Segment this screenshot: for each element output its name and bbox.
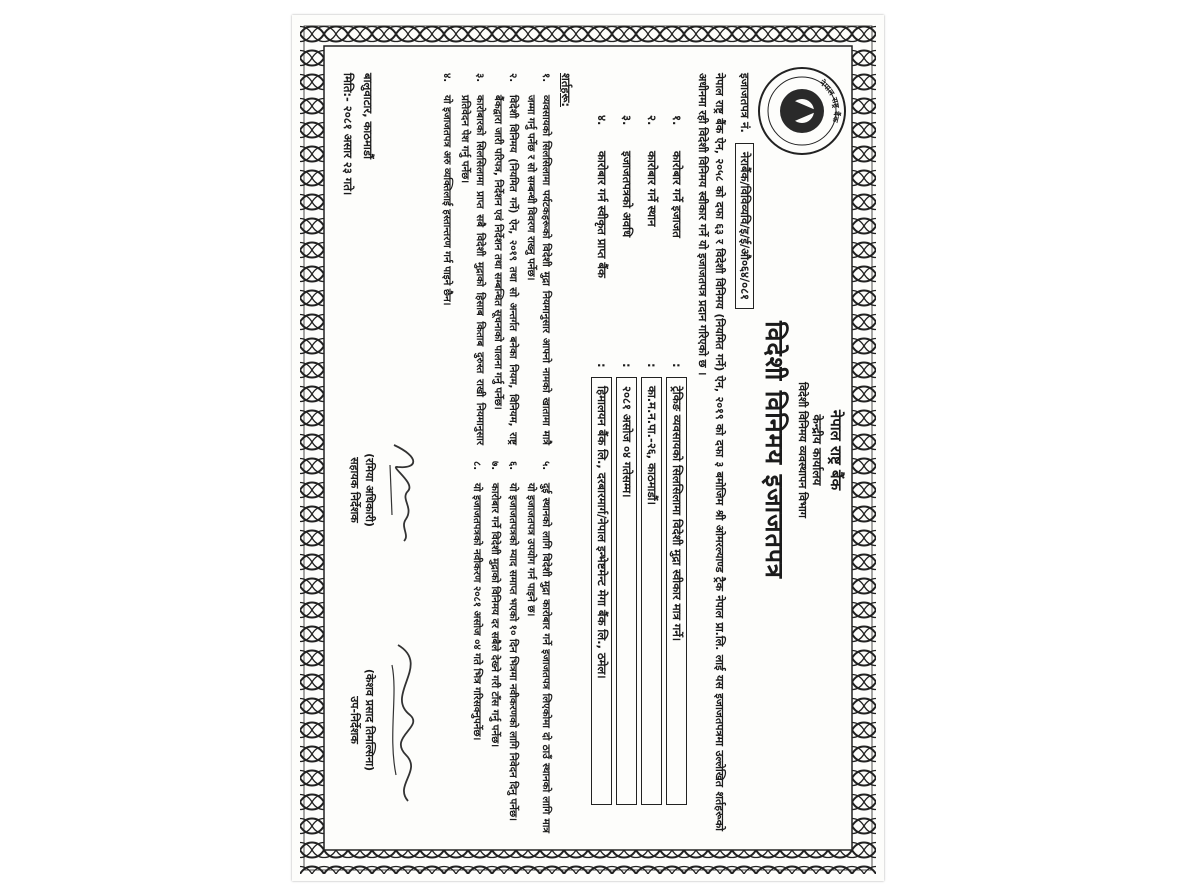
- detail-label: इजाजतपत्रको अवधि: [620, 151, 634, 238]
- seal-text: नेपाल राष्ट्र बैंक: [818, 78, 842, 124]
- certificate-title: विदेशी विनिमय इजाजतपत्र: [760, 321, 789, 579]
- condition-item: [523, 73, 553, 445]
- condition-item: [490, 73, 520, 445]
- bank-name: नेपाल राष्ट्र बैंक: [827, 409, 845, 491]
- detail-separator: :: [670, 363, 684, 368]
- condition-text: यो इजाजतपत्रको म्याद समाप्त भएको १० दिन भित्रमा नवीकरणको लागि निवेदन दिनु पर्नेछ।: [507, 483, 518, 821]
- detail-separator: :: [645, 363, 659, 368]
- detail-number: ३.: [620, 115, 634, 126]
- detail-row: [588, 115, 613, 805]
- condition-text: यो इजाजतपत्रको नवीकरण २०८१ असोज ०४ गते भित्र गरिसक्नुपर्नेछ।: [471, 483, 482, 741]
- detail-row: [638, 115, 663, 805]
- conditions-left-column: [436, 73, 553, 445]
- condition-item: [469, 461, 484, 833]
- detail-number: २.: [645, 115, 659, 126]
- detail-row: [663, 115, 688, 805]
- condition-number: २.: [507, 73, 518, 83]
- reference-label: इजाजतपत्र नं.: [738, 73, 752, 133]
- letterhead: [752, 65, 848, 835]
- signatory-name: (केशव प्रसाद तिमल्सिना): [363, 668, 376, 772]
- condition-number: ६.: [507, 461, 518, 471]
- signature-block-deputy-director: [347, 625, 428, 815]
- conditions-right-column: [466, 461, 553, 833]
- detail-label: कारोबार गर्ने इजाजत: [670, 151, 684, 238]
- condition-number: ७.: [489, 461, 500, 471]
- signature-mark-icon: [380, 395, 428, 585]
- intro-paragraph: नेपाल राष्ट्र बैंक ऐन, २०५८ को दफा ६३ र विदेशी विनिमय (नियमित गर्ने) ऐन, २०१९ को दफा ३ बमोजिम श्री ओमरल्याण्ड ट्रैक नेपाल प्रा.लि. लाई यस इजाजतपत्रमा उल्लेखित शर्तहरूको अधीनमा रही विदेशी विनिमय स्वीकार गर्ने यो इजाजतपत्र प्रदान गरिएको छ ।: [696, 73, 726, 831]
- detail-separator: :: [620, 363, 634, 368]
- detail-value: का.म.न.पा.-२६, काठमाडौं।: [641, 377, 662, 805]
- condition-text: यो इजाजतपत्र अरु व्यक्तिलाई हस्तान्तरण गर्न पाइने छैन।: [441, 95, 452, 306]
- issue-date: मिति:- २०८१ असार २३ गते।: [341, 73, 355, 196]
- certificate-content: [338, 65, 848, 835]
- condition-text: कारोबारको सिलसिलामा प्राप्त सबै विदेशी मुद्राको हिसाब किताब दुरुस्त राखी नियमानुसार प्रतिवेदन पेश गर्नु पर्नेछ।: [459, 95, 485, 445]
- detail-number: १.: [670, 115, 684, 126]
- issue-place: बालुवाटार, काठमाडौं: [361, 73, 375, 160]
- condition-number: ४.: [441, 73, 452, 83]
- condition-item: [505, 461, 520, 833]
- condition-number: ८.: [471, 461, 482, 471]
- detail-label: कारोबार गर्ने स्थान: [645, 151, 659, 227]
- detail-value: २०८१ असोज ०४ गतेसम्म।: [616, 377, 637, 805]
- condition-number: ५.: [540, 461, 551, 471]
- detail-value: ट्रेकिङ व्यवसायको सिलसिलामा विदेशी मुद्रा स्वीकार मात्र गर्ने।: [666, 377, 687, 805]
- condition-item: [457, 73, 487, 445]
- reference-line: [735, 73, 754, 309]
- bank-office: केन्द्रीय कार्यालय: [810, 414, 824, 486]
- detail-row: [613, 115, 638, 805]
- reference-number: नेराबैंक/विविव्यवि/इ/ई/औ०६४/०८१: [735, 143, 754, 309]
- signature-block-assistant-director: [347, 395, 428, 585]
- signatory-title: सहायक निर्देशक: [348, 457, 361, 523]
- issue-place-date: [338, 73, 378, 195]
- condition-number: ३.: [474, 73, 485, 83]
- condition-item: [439, 73, 454, 445]
- signatory-name: (रमिया अधिकारी): [363, 453, 376, 527]
- condition-item: [487, 461, 502, 833]
- detail-value: हिमालयन बैंक लि., दरबारमार्ग/नेपाल इन्भेष्टमेन्ट मेगा बैंक लि., ठमेल।: [591, 377, 612, 805]
- condition-text: कारोबार गर्ने विदेशी मुद्राको विनिमय दर सबैले देख्ने गरी टाँस गर्नु पर्नेछ।: [489, 483, 500, 748]
- license-details: [588, 115, 688, 805]
- bank-department: विदेशी विनिमय व्यवस्थापन विभाग: [796, 382, 809, 518]
- conditions-heading: शर्तहरू:: [559, 73, 573, 108]
- condition-item: [523, 461, 553, 833]
- condition-text: व्यवसायको सिलसिलामा पर्यटकहरूको विदेशी मुद्रा नियमानुसार आफ्नो नामको खातामा मात्रै जम्मा गर्नु पर्नेछ र सो सम्बन्धी विवरण राख्नु पर्नेछ।: [525, 95, 551, 445]
- signatory-title: उप-निर्देशक: [348, 696, 361, 744]
- detail-number: ४.: [595, 115, 609, 126]
- condition-text: विदेशी विनिमय (नियमित गर्ने) ऐन, २०१९ तथा सो अन्तर्गत बनेका नियम, विनियम, राष्ट्र बैंकद्वारा जारी परिपत्र, निर्देशन एवं निर्देशन तथा सम्बन्धित सूचनाको पालना गर्नु पर्नेछ।: [492, 95, 518, 445]
- condition-number: १.: [540, 73, 551, 83]
- condition-text: दुई स्थानको लागि विदेशी मुद्रा कारोबार गर्ने इजाजतपत्र लिएकोमा दो ठाउँ स्थानको लागि मात्र यो इजाजतपत्र उपयोग गर्न पाइने छ।: [525, 483, 551, 833]
- detail-separator: :: [595, 363, 609, 368]
- detail-label: कारोबार गर्न स्वीकृत प्राप्त बैंक: [595, 151, 609, 278]
- signature-mark-icon: [380, 625, 428, 815]
